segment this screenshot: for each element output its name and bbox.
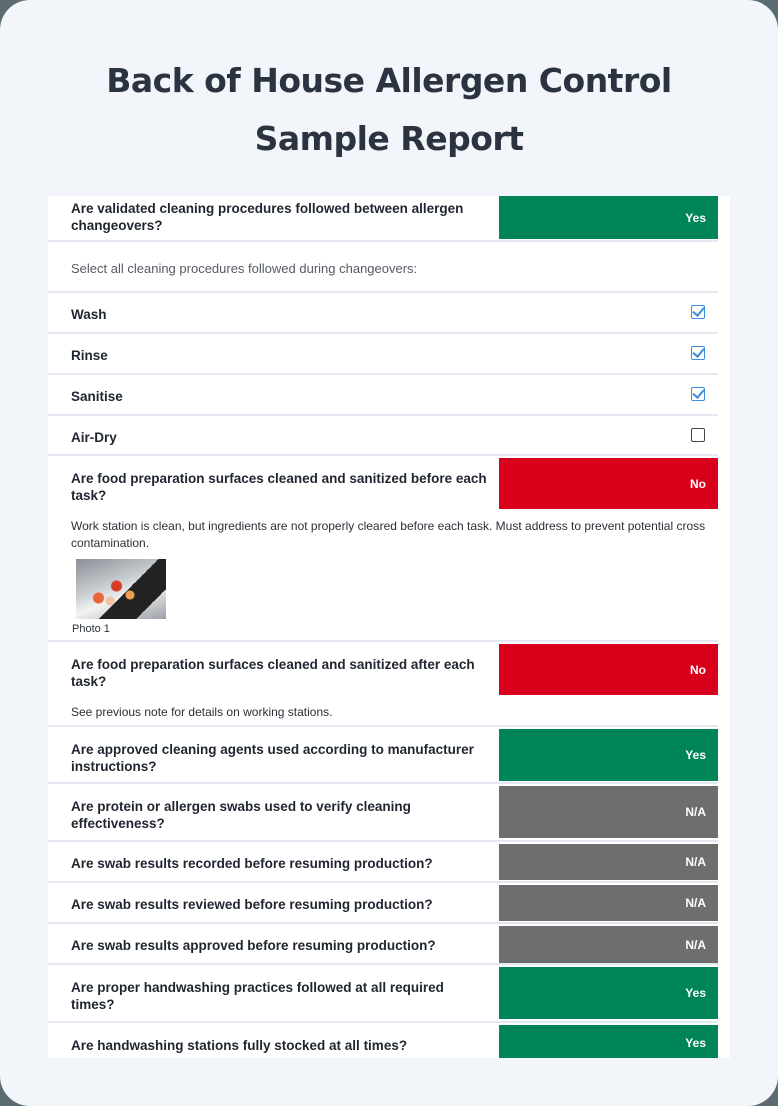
- question-text: Are approved cleaning agents used according to manufacturer instructions?: [71, 742, 474, 774]
- answer-badge-yes: Yes: [499, 729, 718, 781]
- photo-thumbnail[interactable]: [76, 559, 166, 619]
- question-text: Are swab results approved before resuming production?: [71, 938, 436, 953]
- checklist-option-air-dry: [48, 416, 718, 456]
- answer-badge-yes: Yes: [499, 196, 718, 239]
- question-row: [48, 842, 718, 883]
- checkbox-checked-icon[interactable]: [691, 305, 705, 319]
- answer-badge-yes: Yes: [499, 967, 718, 1019]
- answer-badge-na: N/A: [499, 786, 718, 838]
- report-title: [0, 52, 778, 168]
- question-row: [48, 883, 718, 924]
- report-card: [48, 196, 730, 1058]
- checklist-option-rinse: [48, 334, 718, 375]
- answer-badge-no: No: [499, 644, 718, 695]
- answer-badge-na: N/A: [499, 844, 718, 880]
- answer-badge-na: N/A: [499, 885, 718, 921]
- option-label: Wash: [71, 307, 107, 322]
- checkbox-checked-icon[interactable]: [691, 346, 705, 360]
- question-row: [48, 924, 718, 965]
- checkbox-unchecked-icon[interactable]: [691, 428, 705, 442]
- checklist-option-sanitise: [48, 375, 718, 416]
- question-text: Are food preparation surfaces cleaned and sanitized after each task?: [71, 657, 475, 689]
- answer-badge-na: N/A: [499, 926, 718, 963]
- question-text: Are proper handwashing practices followed at all required times?: [71, 980, 444, 1012]
- question-text: Are validated cleaning procedures followed between allergen changeovers?: [71, 201, 464, 233]
- option-label: Rinse: [71, 348, 108, 363]
- title-line-1: Back of House Allergen Control: [106, 61, 672, 100]
- question-text: Are food preparation surfaces cleaned and sanitized before each task?: [71, 471, 487, 503]
- inspector-note: Work station is clean, but ingredients are not properly cleared before each task. Must address to prevent potential cross contamination.: [71, 519, 706, 550]
- question-row: [48, 727, 718, 784]
- checklist-option-wash: [48, 293, 718, 334]
- title-line-2: Sample Report: [254, 119, 524, 158]
- question-row: [48, 784, 718, 842]
- question-text: Are protein or allergen swabs used to verify cleaning effectiveness?: [71, 799, 411, 831]
- checkbox-checked-icon[interactable]: [691, 387, 705, 401]
- question-row: [48, 642, 718, 727]
- option-label: Air-Dry: [71, 430, 117, 445]
- option-label: Sanitise: [71, 389, 123, 404]
- inspector-note: See previous note for details on working stations.: [71, 705, 333, 719]
- question-text: Are handwashing stations fully stocked at all times?: [71, 1038, 408, 1053]
- question-row: [48, 965, 718, 1023]
- question-row: [48, 196, 718, 242]
- answer-badge-no: No: [499, 458, 718, 509]
- photo-label: Photo 1: [72, 623, 110, 635]
- checklist-prompt: Select all cleaning procedures followed during changeovers:: [71, 261, 418, 276]
- question-text: Are swab results recorded before resuming production?: [71, 856, 433, 871]
- question-row: [48, 1023, 718, 1058]
- checklist-prompt-row: [48, 242, 718, 293]
- answer-badge-yes: Yes: [499, 1025, 718, 1058]
- question-text: Are swab results reviewed before resuming production?: [71, 897, 433, 912]
